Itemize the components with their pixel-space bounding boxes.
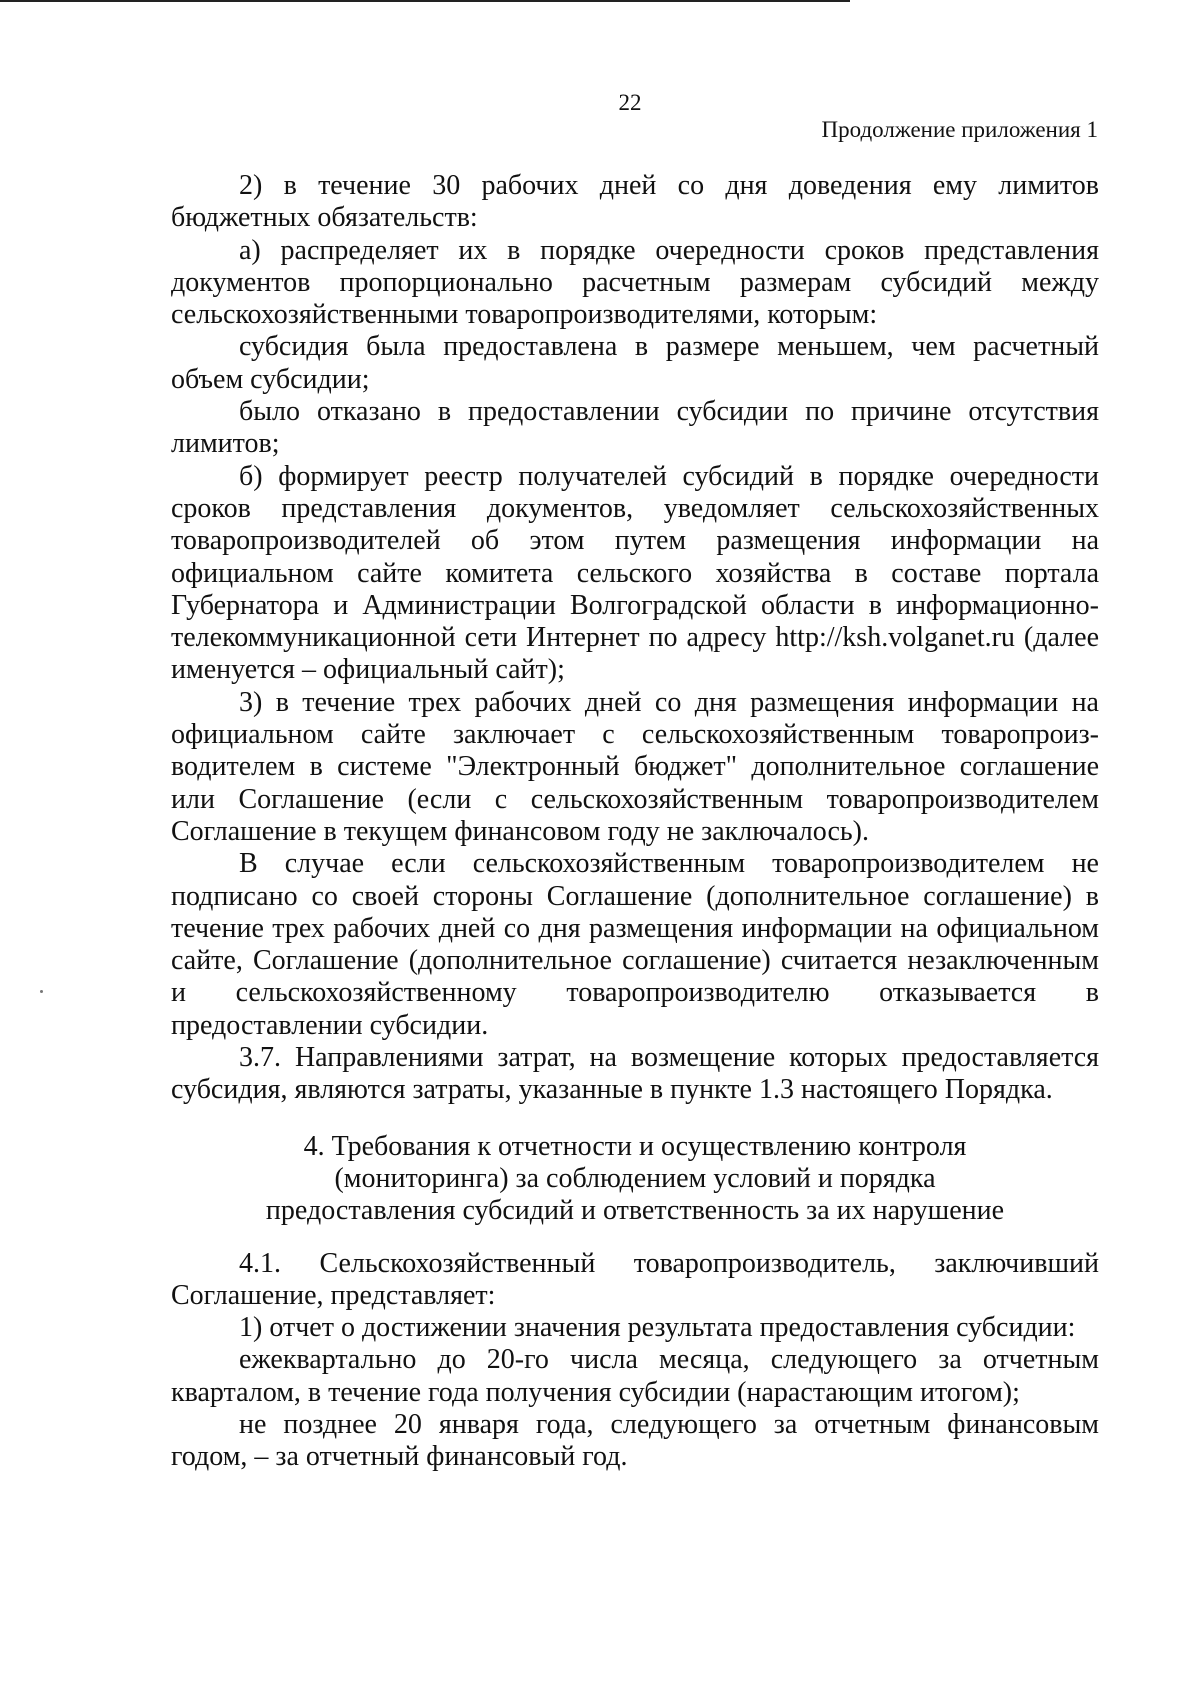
paragraph-4-1: 4.1. Сельскохозяйственный товаропроизводитель, заключивший Соглашение, представляет: xyxy=(171,1247,1099,1311)
paragraph-subsidy-reduced: субсидия была предоставлена в размере меньшем, чем расчетный объем субсидии; xyxy=(171,331,1099,395)
page-number: 22 xyxy=(618,90,642,115)
paragraph-3-7: 3.7. Направлениями затрат, на возмещение которых предоставляется субсидия, являются затраты, указанные в пункте 1.3 настоящего Порядка. xyxy=(171,1042,1099,1106)
paragraph-unsigned-agreement: В случае если сельскохозяйственным товаропроизводителем не подписано со своей стороны Соглашение (дополнительное соглашение) в течение трех рабочих дней со дня размещения информации на официальном сайте, Соглашение (дополнительное соглашение) считается незаключенным и сельскохозяйственному товаропроизводителю отказывается в предоставлении субсидии. xyxy=(171,848,1099,1041)
section-heading-line: предоставления субсидий и ответственность за их нарушение xyxy=(265,1195,1005,1227)
section-heading-line: 4. Требования к отчетности и осуществлению контроля xyxy=(303,1130,967,1162)
section-heading xyxy=(171,1131,1099,1228)
paragraph-report-item-1: 1) отчет о достижении значения результата предоставления субсидии: xyxy=(239,1312,1076,1344)
paragraph-quarterly: ежеквартально до 20-го числа месяца, следующего за отчетным кварталом, в течение года получения субсидии (нарастающим итогом); xyxy=(171,1344,1099,1408)
appendix-continuation-label: Продолжение приложения 1 xyxy=(821,117,1098,142)
document-body xyxy=(171,170,1099,1474)
scan-speck xyxy=(40,990,43,993)
paragraph-item-2: 2) в течение 30 рабочих дней со дня доведения ему лимитов бюджетных обязательств: xyxy=(171,170,1099,234)
section-heading-line: (мониторинга) за соблюдением условий и порядка xyxy=(334,1162,936,1194)
paragraph-subitem-b: б) формирует реестр получателей субсидий в порядке очередности сроков представления документов, уведомляет сельскохозяйственных товаропроизводителей об этом путем размещения информации на официальном сайте комитета сельского хозяйства в составе портала Губернатора и Администрации Волгоградской области в информационно-телекоммуникационной сети Интернет по адресу http://ksh.volganet.ru (далее именуется – официальный сайт); xyxy=(171,460,1099,686)
top-border-line xyxy=(0,0,850,2)
paragraph-subsidy-refused: было отказано в предоставлении субсидии по причине отсутствия лимитов; xyxy=(171,396,1099,460)
paragraph-item-3: 3) в течение трех рабочих дней со дня размещения информации на официальном сайте заключает с сельскохозяйственным товаропроиз-водителем в системе "Электронный бюджет" дополнительное соглашение или Соглашение (если с сельскохозяйственным товаропроизводителем Соглашение в текущем финансовом году не заключалось). xyxy=(171,686,1099,847)
paragraph-annual: не позднее 20 января года, следующего за отчетным финансовым годом, – за отчетный финансовый год. xyxy=(171,1408,1099,1473)
paragraph-subitem-a: а) распределяет их в порядке очередности сроков представления документов пропорционально расчетным размерам субсидий между сельскохозяйственными товаропроизводителями, которым: xyxy=(171,234,1099,331)
